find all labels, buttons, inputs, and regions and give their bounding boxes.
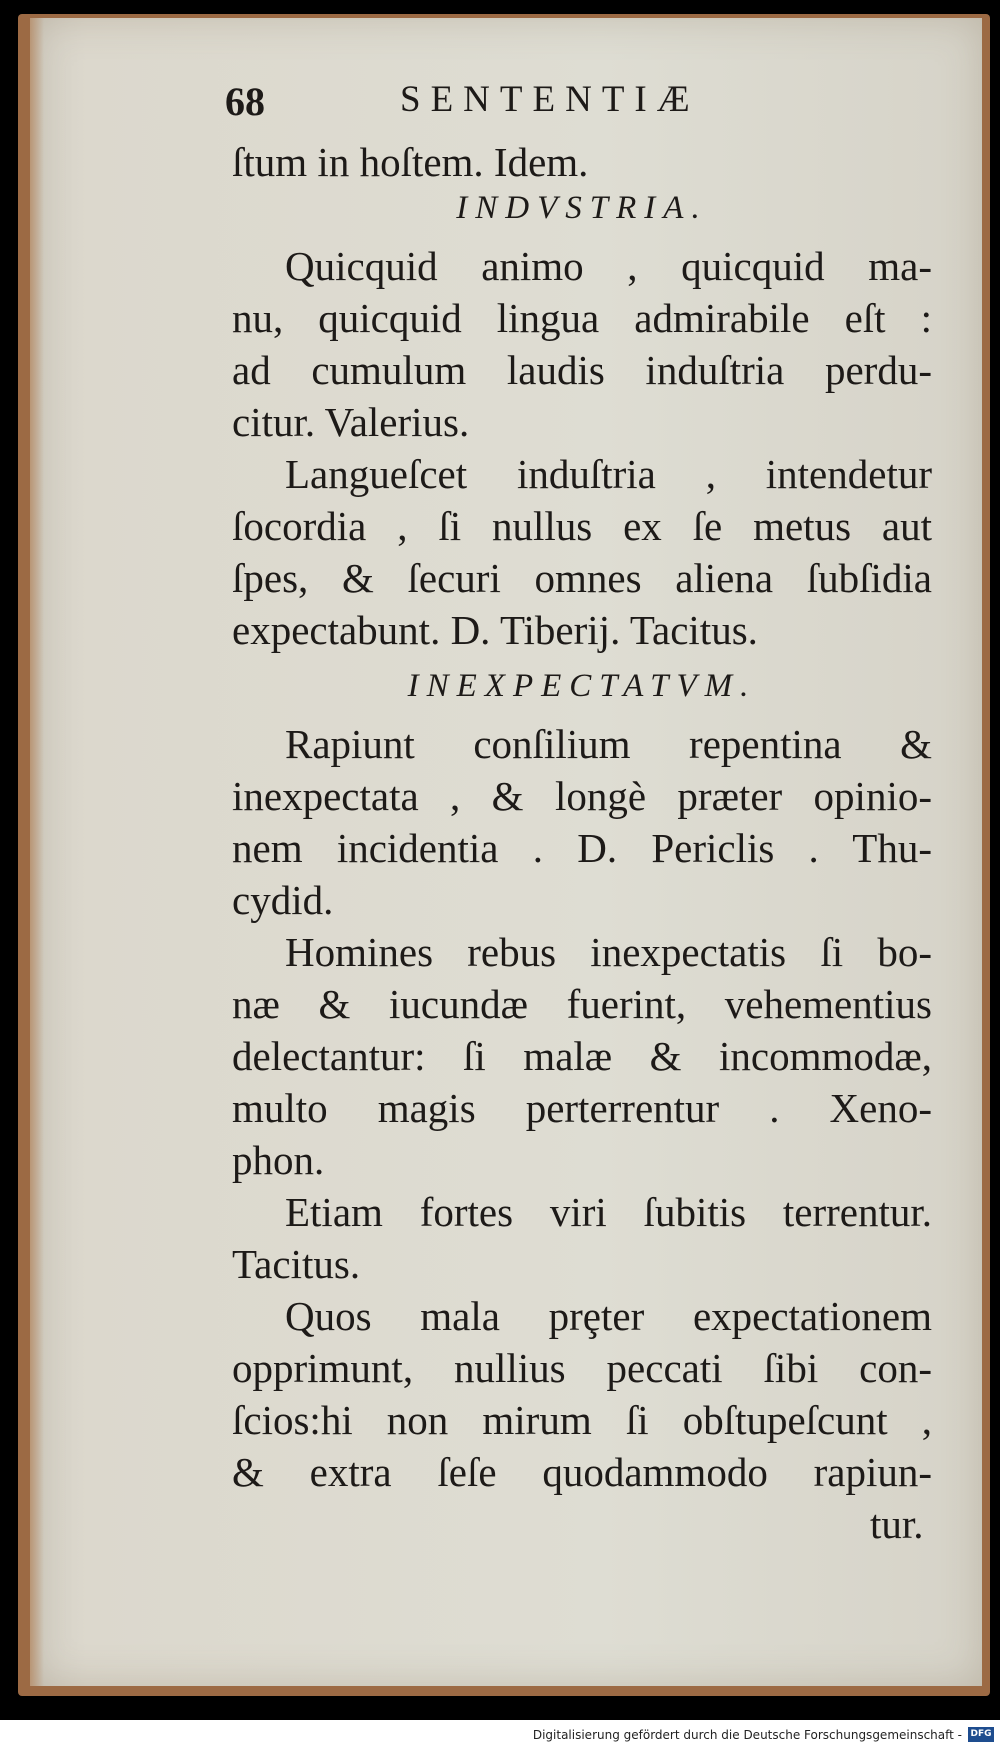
text-line: & extra ſeſe quodammodo rapiun- xyxy=(232,1449,932,1495)
text-line: cydid. xyxy=(232,877,334,923)
text-line: ad cumulum laudis induſtria perdu- xyxy=(232,347,932,393)
text-line: Rapiunt conſilium repentina & xyxy=(285,721,932,767)
funding-credit: Digitalisierung gefördert durch die Deutsche Forschungsgemeinschaft - xyxy=(532,1728,962,1742)
text-line: Etiam fortes viri ſubitis terrentur. xyxy=(285,1189,932,1235)
section-heading: INEXPECTATVM. xyxy=(407,668,757,704)
text-line: Tacitus. xyxy=(232,1241,361,1287)
text-line: citur. Valerius. xyxy=(232,399,470,445)
text-line: Langueſcet induſtria , intendetur xyxy=(285,451,932,497)
text-line: multo magis perterrentur . Xeno- xyxy=(232,1085,932,1131)
text-line: ſocordia , ſi nullus ex ſe metus aut xyxy=(232,503,932,549)
text-line: nem incidentia . D. Periclis . Thu- xyxy=(232,825,932,871)
page-number: 68 xyxy=(225,79,265,124)
text-line: delectantur: ſi malæ & incommodæ, xyxy=(232,1033,932,1079)
text-line: Quicquid animo , quicquid ma- xyxy=(285,243,932,289)
text-line: opprimunt, nullius peccati ſibi con- xyxy=(232,1345,932,1391)
text-line: inexpectata , & longè præter opinio- xyxy=(232,773,932,819)
digitization-footer xyxy=(0,1720,1000,1751)
running-head: SENTENTIÆ xyxy=(400,79,700,120)
section-heading: INDVSTRIA. xyxy=(456,190,708,226)
text-line: ſpes, & ſecuri omnes aliena ſubſidia xyxy=(232,555,932,601)
text-line: ſcios:hi non mirum ſi obſtupeſcunt , xyxy=(232,1397,932,1443)
text-line: expectabunt. D. Tiberij. Tacitus. xyxy=(232,607,758,653)
catchword: tur. xyxy=(870,1501,924,1547)
text-line: nu, quicquid lingua admirabile eſt : xyxy=(232,295,932,341)
text-line: phon. xyxy=(232,1137,325,1183)
text-line: ſtum in hoſtem. Idem. xyxy=(232,139,589,185)
dfg-logo: DFG xyxy=(968,1727,994,1742)
text-line: næ & iucundæ fuerint, vehementius xyxy=(232,981,932,1027)
text-line: Homines rebus inexpectatis ſi bo- xyxy=(285,929,932,975)
text-line: Quos mala prȩter expectationem xyxy=(285,1293,932,1339)
page-header xyxy=(225,78,915,130)
